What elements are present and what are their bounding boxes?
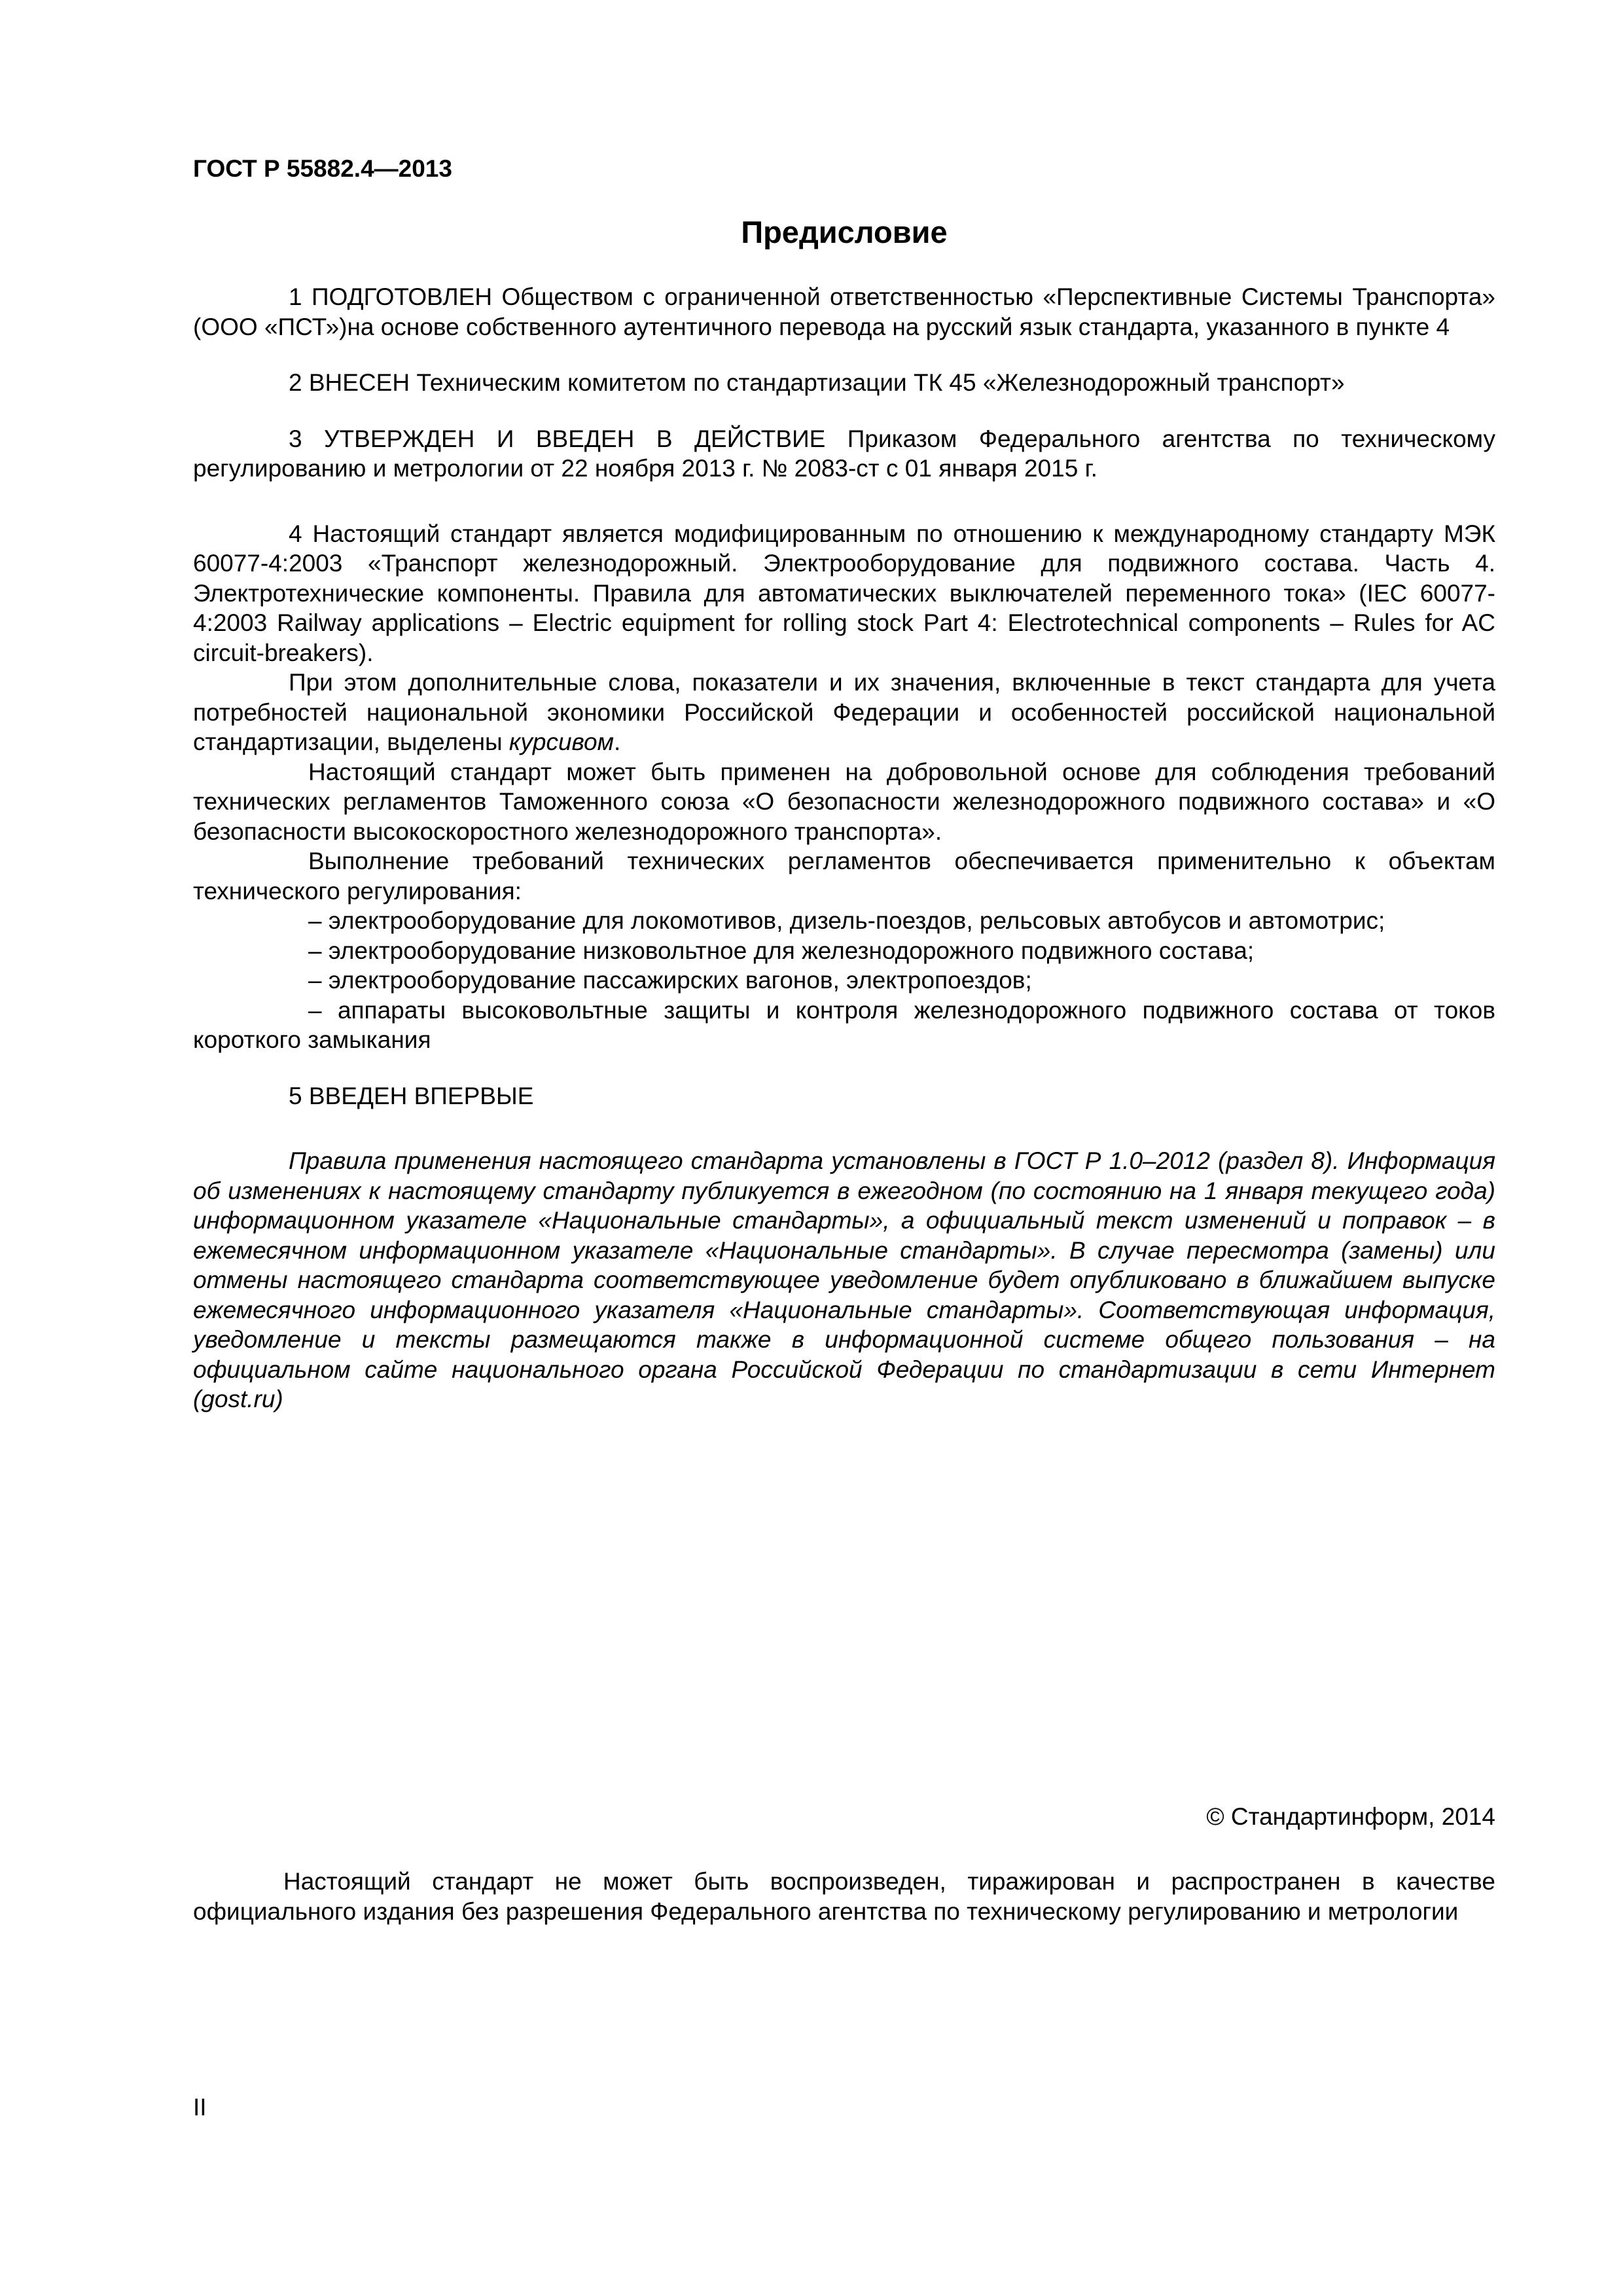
page-title: Предисловие	[741, 215, 948, 249]
standard-code: ГОСТ Р 55882.4—2013	[193, 155, 452, 182]
section-4-paragraph-4: Выполнение требований технических регламентов обеспечивается применительно к объектам технического регулирования:	[193, 848, 1495, 905]
italic-term: курсивом	[508, 728, 614, 755]
legal-notice: Настоящий стандарт не может быть воспроизведен, тиражирован и распространен в качестве официального издания без разрешения Федерального агентства по техническому регулированию и метрологии	[193, 1868, 1495, 1925]
application-rules-note: Правила применения настоящего стандарта установлены в ГОСТ Р 1.0–2012 (раздел 8). Информация об изменениях к настоящему стандарту публикуется в ежегодном (по состоянию на 1 января текущего года) информационном указателе «Национальные стандарты», а официальный текст изменений и поправок – в ежемесячном информационном указателе «Национальные стандарты». В случае пересмотра (замены) или отмены настоящего стандарта соответствующее уведомление будет опубликовано в ближайшем выпуске ежемесячного информационного указателя «Национальные стандарты». Соответствующая информация, уведомление и тексты размещаются также в информационной системе общего пользования – на официальном сайте национального органа Российской Федерации по стандартизации в сети Интернет (gost.ru)	[193, 1147, 1495, 1412]
foreword-body	[193, 282, 1495, 1414]
list-item: – электрооборудование для локомотивов, дизель-поездов, рельсовых автобусов и автомотрис;	[308, 907, 1385, 934]
section-4-paragraph-2-end: .	[613, 728, 621, 755]
page-number: II	[193, 2094, 207, 2121]
section-1: 1 ПОДГОТОВЛЕН Обществом с ограниченной ответственностью «Перспективные Системы Транспорта» (ООО «ПСТ»)на основе собственного аутентичного перевода на русский язык стандарта, указанного в пункте 4	[193, 283, 1495, 340]
section-2: 2 ВНЕСЕН Техническим комитетом по стандартизации ТК 45 «Железнодорожный транспорт»	[289, 369, 1345, 396]
regulation-objects-list	[193, 906, 1495, 1055]
list-item: – электрооборудование низковольтное для железнодорожного подвижного состава;	[308, 937, 1255, 964]
list-item: – электрооборудование пассажирских вагонов, электропоездов;	[308, 967, 1032, 994]
copyright-line: © Стандартинформ, 2014	[1206, 1803, 1495, 1830]
section-4-paragraph-3: Настоящий стандарт может быть применен на добровольной основе для соблюдения требований технических регламентов Таможенного союза «О безопасности железнодорожного подвижного состава» и «О безопасности высокоскоростного железнодорожного транспорта».	[193, 758, 1495, 845]
section-3: 3 УТВЕРЖДЕН И ВВЕДЕН В ДЕЙСТВИЕ Приказом Федерального агентства по техническому регулированию и метрологии от 22 ноября 2013 г. № 2083-ст с 01 января 2015 г.	[193, 425, 1495, 482]
section-5: 5 ВВЕДЕН ВПЕРВЫЕ	[289, 1082, 534, 1109]
section-4-paragraph-2	[193, 668, 1495, 757]
list-item: – аппараты высоковольтные защиты и контроля железнодорожного подвижного состава от токов короткого замыкания	[193, 996, 1495, 1053]
section-4-paragraph-2-text: При этом дополнительные слова, показатели и их значения, включенные в текст стандарта для учета потребностей национальной экономики Российской Федерации и особенностей российской национальной стандартизации, выделены	[193, 669, 1495, 755]
section-4: 4 Настоящий стандарт является модифицированным по отношению к международному стандарту МЭК 60077-4:2003 «Транспорт железнодорожный. Электрооборудование для подвижного состава. Часть 4. Электротехнические компоненты. Правила для автоматических выключателей переменного тока» (IEC 60077-4:2003 Railway applications – Electric equipment for rolling stock Part 4: Electrotechnical components – Rules for AC circuit-breakers).	[193, 520, 1495, 666]
